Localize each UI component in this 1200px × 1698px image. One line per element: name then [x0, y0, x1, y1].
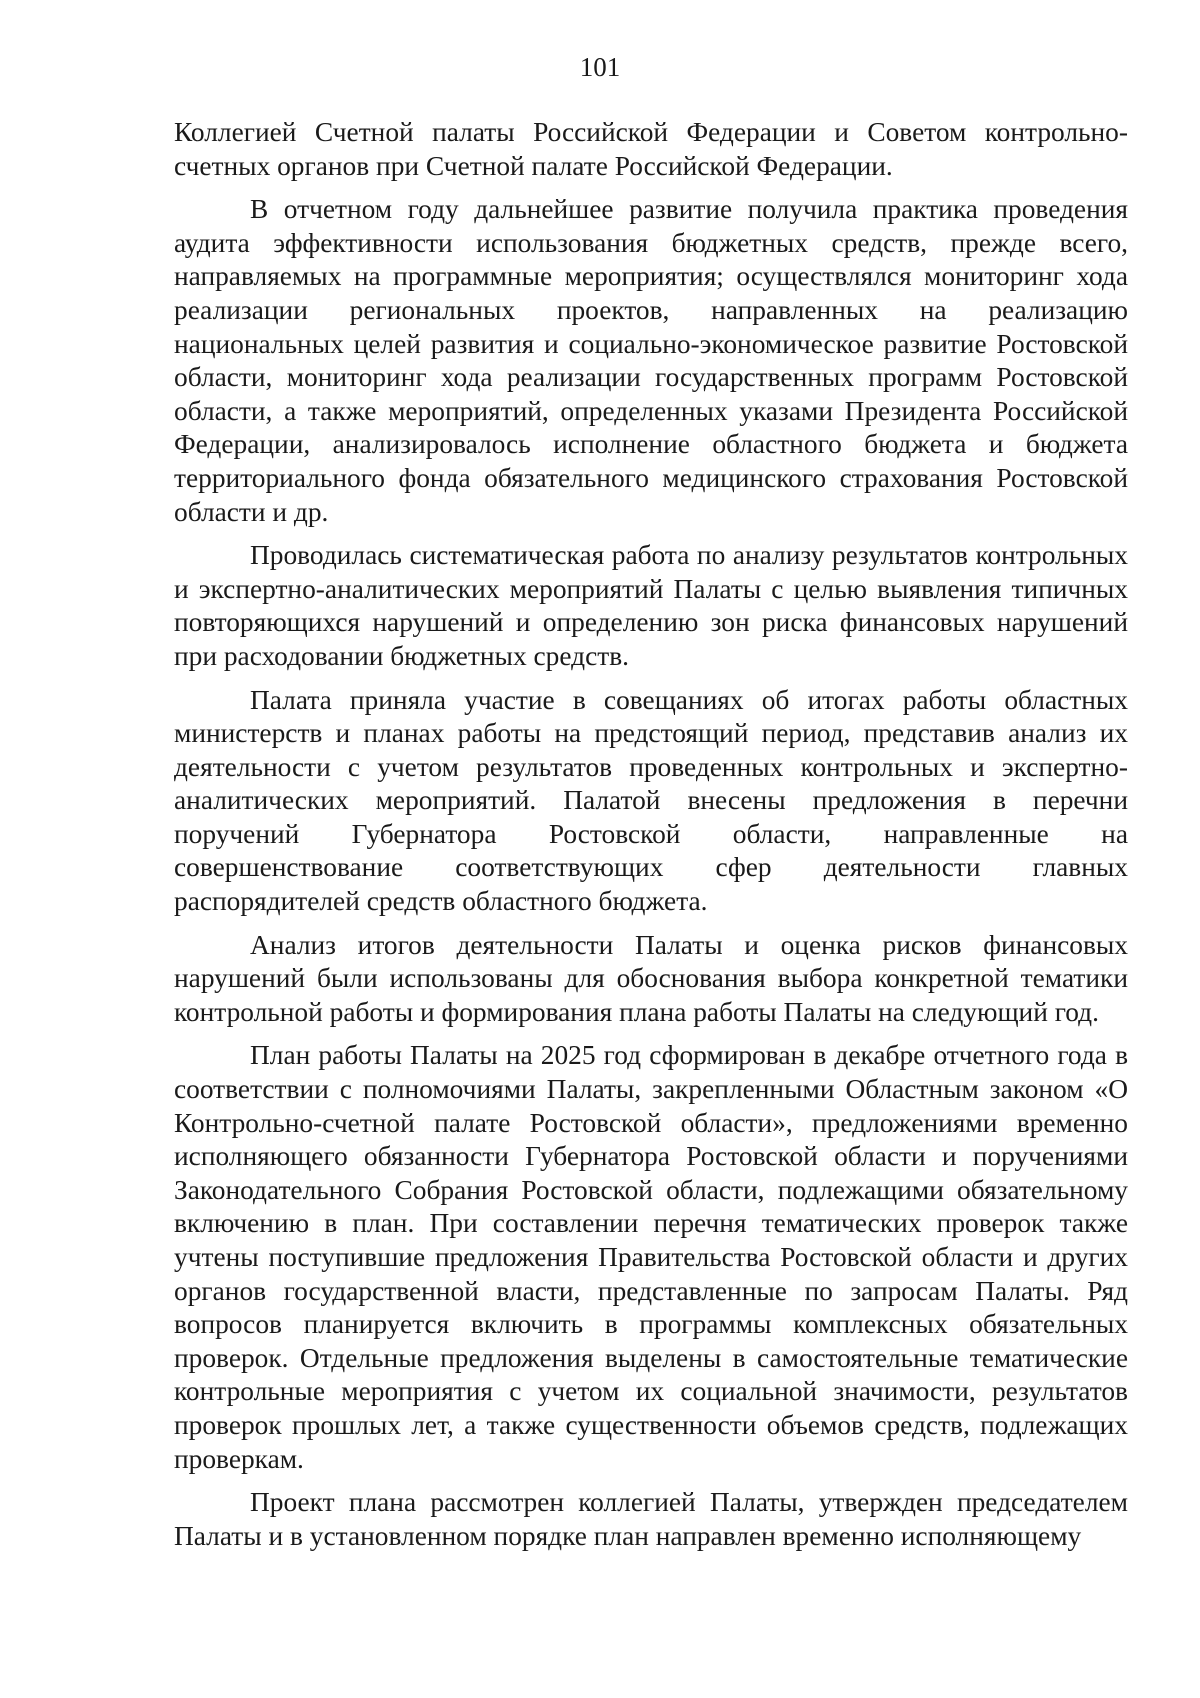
paragraph-systematic-analysis: Проводилась систематическая работа по анализу результатов контрольных и экспертно-аналитических мероприятий Палаты с целью выявления типичных повторяющихся нарушений и определению зон риска финансовых нарушений при расходовании бюджетных средств.	[174, 540, 1128, 671]
page-number: 101	[579, 52, 621, 82]
document-body	[174, 116, 1128, 1563]
paragraph-audit-efficiency: В отчетном году дальнейшее развитие получила практика проведения аудита эффективности использования бюджетных средств, прежде всего, направляемых на программные мероприятия; осуществлялся мониторинг хода реализации региональных проектов, направленных на реализацию национальных целей развития и социально-экономическое развитие Ростовской области, мониторинг хода реализации государственных программ Ростовской области, а также мероприятий, определенных указами Президента Российской Федерации, анализировалось исполнение областного бюджета и бюджета территориального фонда обязательного медицинского страхования Ростовской области и др.	[174, 194, 1128, 527]
paragraph-work-plan-2025: План работы Палаты на 2025 год сформирован в декабре отчетного года в соответствии с полномочиями Палаты, закрепленными Областным законом «О Контрольно-счетной палате Ростовской области», предложениями временно исполняющего обязанности Губернатора Ростовской области и поручениями Законодательного Собрания Ростовской области, подлежащими обязательному включению в план. При составлении перечня тематических проверок также учтены поступившие предложения Правительства Ростовской области и других органов государственной власти, представленные по запросам Палаты. Ряд вопросов планируется включить в программы комплексных обязательных проверок. Отдельные предложения выделены в самостоятельные тематические контрольные мероприятия с учетом их социальной значимости, результатов проверок прошлых лет, а также существенности объемов средств, подлежащих проверкам.	[174, 1040, 1128, 1474]
paragraph-plan-approval: Проект плана рассмотрен коллегией Палаты, утвержден председателем Палаты и в установленном порядке план направлен временно исполняющему	[174, 1487, 1128, 1551]
paragraph-continuation: Коллегией Счетной палаты Российской Федерации и Советом контрольно-счетных органов при Счетной палате Российской Федерации.	[174, 117, 1128, 181]
paragraph-ministry-meetings: Палата приняла участие в совещаниях об итогах работы областных министерств и планах работы на предстоящий период, представив анализ их деятельности с учетом результатов проведенных контрольных и экспертно-аналитических мероприятий. Палатой внесены предложения в перечни поручений Губернатора Ростовской области, направленные на совершенствование соответствующих сфер деятельности главных распорядителей средств областного бюджета.	[174, 684, 1128, 917]
paragraph-risk-assessment: Анализ итогов деятельности Палаты и оценка рисков финансовых нарушений были использованы для обоснования выбора конкретной тематики контрольной работы и формирования плана работы Палаты на следующий год.	[174, 929, 1128, 1027]
